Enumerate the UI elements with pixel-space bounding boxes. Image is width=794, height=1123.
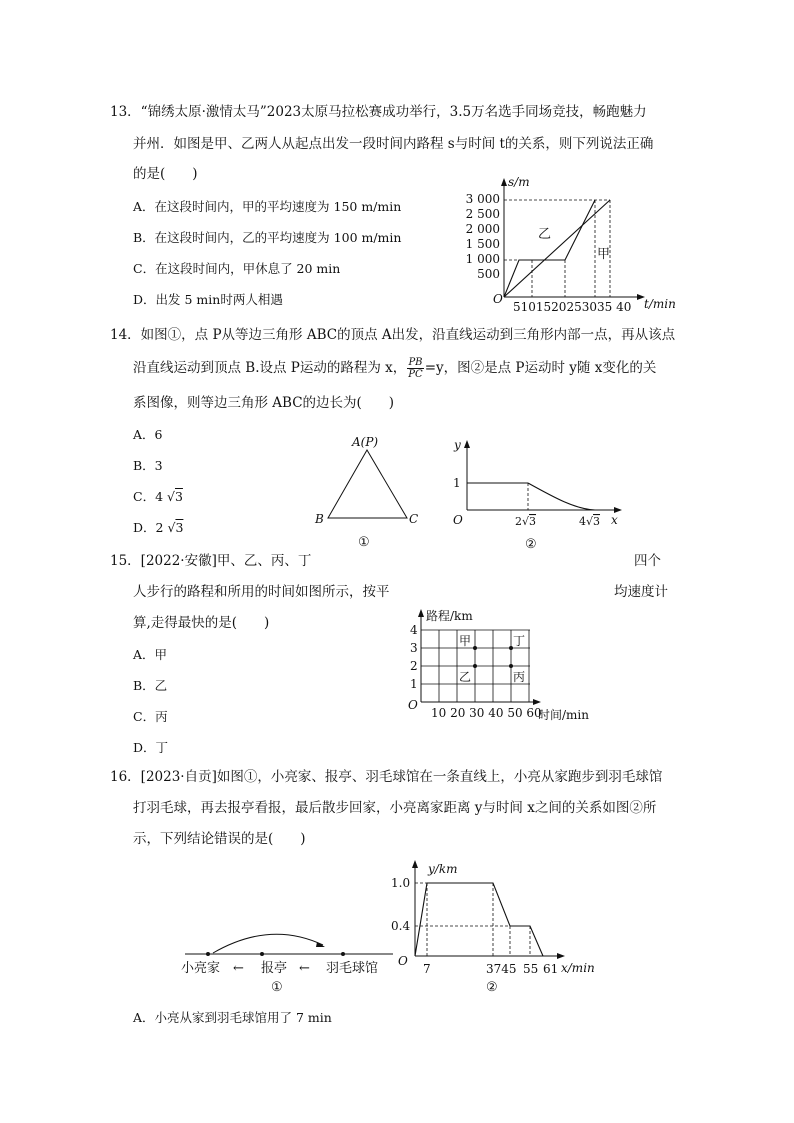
q16-fig2-caption: ② [486,980,498,995]
q15-label-ding: 丁 [513,634,526,648]
q14-figure1 [310,432,430,552]
q15-point-yi [473,664,477,668]
q16-xlabel: x/min [561,961,595,975]
q14-figure2 [445,436,635,556]
q14-fig2-origin: O [453,513,463,527]
q15-ytick-4: 4 [410,623,418,637]
q14-vertex-b: B [315,512,324,526]
q14-line2-part2: =y，图②是点 P运动时 y随 x变化的关 [424,360,657,376]
q13-ytick-500: 500 [477,267,500,281]
q15-point-bing [509,664,513,668]
q16-y-1: 1.0 [391,876,411,890]
q15-ylabel: 路程/km [426,609,473,623]
q15-ytick-2: 2 [410,659,418,673]
q14-fig2-ylabel: y [454,438,461,452]
sqrt-icon: √ [167,520,176,535]
q13-label-yi: 乙 [538,227,552,242]
q14-option-d [133,520,183,536]
q14-line3: 系图像，则等边三角形 ABC的边长为( ) [133,395,395,411]
q14-fig2-caption: ② [525,537,537,552]
q14-fig2-one: 1 [453,476,461,490]
q16-line2: 打羽毛球，再去报亭看报，最后散步回家，小亮离家距离 y与时间 x之间的关系如图②所 [133,800,657,816]
q14-line2 [133,357,656,380]
q15-line1a: 15．[2022·安徽]甲、乙、丙、丁 [110,553,312,569]
q14-fig2-xlabel: x [611,513,618,527]
q13-option-a: A．在这段时间内，甲的平均速度为 150 m/min [133,199,402,214]
q15-ytick-1: 1 [410,677,418,691]
q16-xtick-37-45: 3745 [486,962,517,976]
q15-graph [400,603,610,728]
q14-option-c [133,489,183,505]
q16-gym-label: 羽毛球馆 [326,961,379,976]
q16-fig1-caption: ① [271,980,283,995]
q15-line3: 算,走得最快的是( ) [133,615,270,631]
q14-option-c-label: C．4 [133,489,164,504]
q15-line1b: 四个 [634,553,661,569]
q14-option-b: B．3 [133,458,163,473]
q14-line2-part1: 沿直线运动到顶点 B.设点 P运动的路程为 x， [133,360,407,376]
q13-xlabel: t/min [644,297,676,311]
q14-frac-den: PC [408,369,423,380]
q16-home-label: 小亮家 [181,961,221,976]
q13-option-d: D．出发 5 min时两人相遇 [133,292,283,307]
q13-option-b: B．在这段时间内，乙的平均速度为 100 m/min [133,230,402,245]
q15-option-a: A．甲 [133,647,168,662]
q16-xtick-55: 55 [523,962,539,976]
q16-ylabel: y/km [428,862,458,876]
q16-figure1 [175,918,395,998]
q15-origin: O [408,698,418,712]
q15-ytick-3: 3 [410,641,418,655]
q13-line1: 13．“锦绣太原·激情太马”2023太原马拉松赛成功举行，3.5万名选手同场竞技，畅跑魅力 [110,104,647,120]
q14-fig1-caption: ① [358,535,370,550]
q15-line2a: 人步行的路程和所用的时间如图所示，按平 [133,584,390,600]
q15-xticks: 10 20 30 40 50 60 [431,706,542,720]
q16-line1: 16．[2023·自贡]如图①，小亮家、报亭、羽毛球馆在一条直线上，小亮从家跑步到羽毛球馆 [110,769,663,785]
q14-option-a: A．6 [133,427,163,442]
q16-option-a: A．小亮从家到羽毛球馆用了 7 min [133,1010,332,1025]
q13-ytick-2000: 2 000 [465,222,500,236]
q16-xtick-61: 61 [543,962,559,976]
q13-xticks: 5101520253035 40 [513,300,632,314]
q14-option-d-radicand: 3 [175,520,184,535]
q13-origin: O [493,292,503,306]
q16-y-04: 0.4 [391,919,411,933]
q15-xlabel: 时间/min [538,708,589,722]
q14-vertex-c: C [409,512,419,526]
q15-option-b: B．乙 [133,678,168,693]
q15-line2b: 均速度计 [614,584,668,600]
q15-label-bing: 丙 [513,670,526,684]
q13-ytick-1500: 1 500 [465,237,500,251]
q14-vertex-a: A(P) [352,435,379,449]
q14-line1: 14．如图①，点 P从等边三角形 ABC的顶点 A出发，沿直线运动到三角形内部一点，再从该点 [110,327,676,343]
q13-ytick-2500: 2 500 [465,207,500,221]
q15-label-yi: 乙 [459,670,472,684]
q13-option-c: C．在这段时间内，甲休息了 20 min [133,261,341,276]
q13-graph [460,172,690,312]
q14-fig2-tick2: 4√3 [579,515,601,528]
arrow-left-icon: ← [299,961,310,976]
q15-label-jia: 甲 [459,634,472,648]
q15-point-jia [473,646,477,650]
q13-label-jia: 甲 [597,247,611,262]
q14-option-d-label: D．2 [133,520,164,535]
q14-fraction [407,357,423,380]
sqrt-icon: √ [167,489,175,504]
q14-fig2-tick1: 2√3 [515,515,537,528]
q14-option-c-radicand: 3 [174,489,183,504]
q16-line3: 示，下列结论错误的是( ) [133,831,306,847]
q13-ytick-3000: 3 000 [465,192,500,206]
q16-figure2 [390,856,620,996]
q16-kiosk-label: 报亭 [261,961,288,976]
q13-ytick-1000: 1 000 [465,252,500,266]
arrow-left-icon: ← [233,961,244,976]
q14-frac-num: PB [408,357,423,368]
q13-ylabel: s/m [508,175,530,189]
q16-origin: O [398,954,408,968]
q13-line2: 并州．如图是甲、乙两人从起点出发一段时间内路程 s与时间 t的关系，则下列说法正确 [133,136,654,152]
q15-option-d: D．丁 [133,740,169,755]
q13-line3: 的是( ) [133,166,198,182]
q15-option-c: C．丙 [133,709,168,724]
q16-xtick-7: 7 [423,962,431,976]
